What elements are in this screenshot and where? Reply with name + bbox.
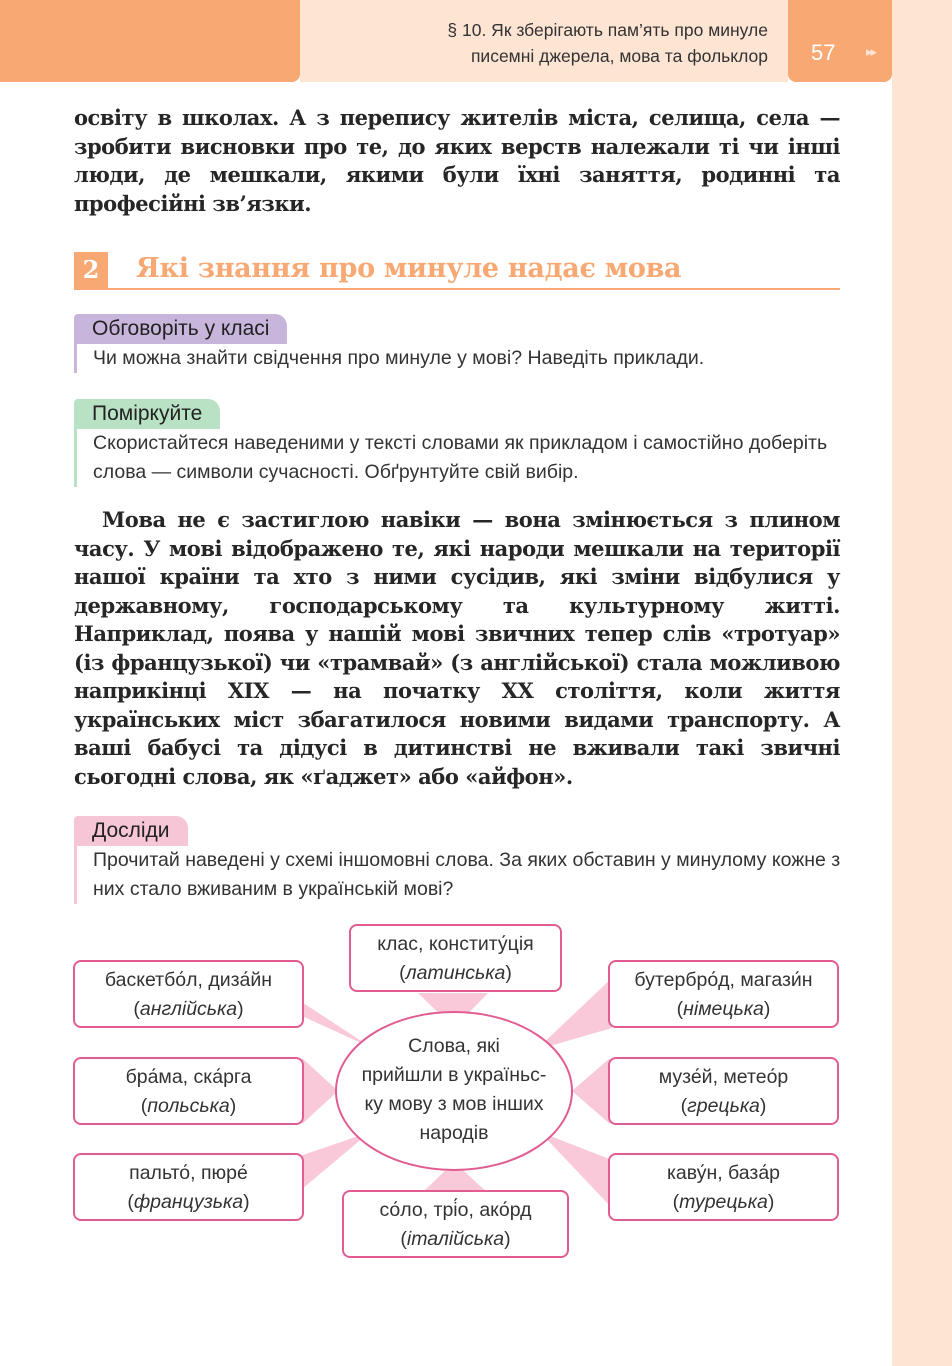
word-box-english [73,960,304,1028]
word-box-lang: (італійська) [400,1228,511,1250]
word-box-french [73,1153,304,1221]
word-box-greek [608,1057,839,1125]
word-box-lang: (французька) [127,1191,250,1213]
word-box-lang: (грецька) [680,1095,767,1117]
word-box-lang: (англійська) [133,998,244,1020]
double-arrow-icon: ▸▸ [866,44,876,59]
diagram-center-text [344,1032,564,1148]
discuss-text: Чи можна знайти свідчення про минуле у мові? Наведіть приклади. [74,344,842,373]
research-label: Досліди [74,816,188,846]
main-paragraph-text: Мова не є застиглою навіки — вона змінюється з плином часу. У мові відображено те, які народи мешкали на території нашої країни та хто з ними сусідив, які зміни відбулися у державному, господарському та культурному житті. Наприклад, поява у нашій мові звичних тепер слів «тротуар» (із французької) чи «трамвай» (з англійської) стала можливою наприкінці XIX — на початку XX століття, коли життя українських міст збагатилося новими видами транспорту. А ваші бабусі та дідусі в дитинстві не вживали такі звичні сьогодні слова, як «ґаджет» або «айфон». [74,507,840,789]
chapter-title-line2: писемні джерела, мова та фольклор [470,46,768,66]
word-box-latin [349,924,562,992]
section-number: 2 [74,252,108,288]
word-box-turkish [608,1153,839,1221]
ray-left-mid [302,1058,338,1124]
think-label: Поміркуйте [74,399,220,429]
word-box-lang: (німецька) [676,998,771,1020]
section-title: Які знання про минуле надає мова [136,253,682,284]
think-text: Скористайтеся наведеними у тексті словами як прикладом і самостійно доберіть слова — символи сучасності. Обґрунтуйте свій вибір. [74,429,842,487]
center-line-3: ку мову з мов інших [364,1093,544,1115]
word-box-words: каву́н, база́р [666,1162,781,1184]
ray-right-mid [572,1058,610,1124]
discuss-label: Обговоріть у класі [74,314,287,344]
center-line-4: народів [419,1122,489,1144]
word-box-german [608,960,839,1028]
word-box-words: бра́ма, ска́рга [125,1066,252,1088]
word-box-lang: (латинська) [399,962,512,984]
word-box-words: клас, конститу́ція [377,933,534,955]
word-box-lang: (турецька) [672,1191,775,1213]
research-text: Прочитай наведені у схемі іншомовні слова. За яких обставин у минулому кожне з них стало вживаним в українській мові? [74,846,842,904]
center-line-2: прийшли в україньс- [361,1064,547,1086]
word-box-words: баскетбо́л, диза́йн [104,969,273,991]
word-box-words: музе́й, метео́р [658,1066,789,1088]
intro-paragraph-text: освіту в школах. А з перепису жителів міста, селища, села — зробити висновки про те, до яких верств належали ті чи інші люди, де мешкали, якими були їхні заняття, родинні та професійні зв’язки. [74,105,840,216]
chapter-title-line1: § 10. Як зберігають пам’ять про минуле [447,20,768,40]
page-number: 57 [811,40,836,65]
word-box-words: бутербро́д, магази́н [634,969,813,991]
word-box-words: пальто́, пюре́ [129,1162,248,1184]
word-box-polish [73,1057,304,1125]
word-box-italian [342,1190,569,1258]
center-line-1: Слова, які [408,1035,500,1057]
word-box-words: со́ло, трі́о, ако́рд [379,1199,532,1221]
word-box-lang: (польська) [140,1095,237,1117]
